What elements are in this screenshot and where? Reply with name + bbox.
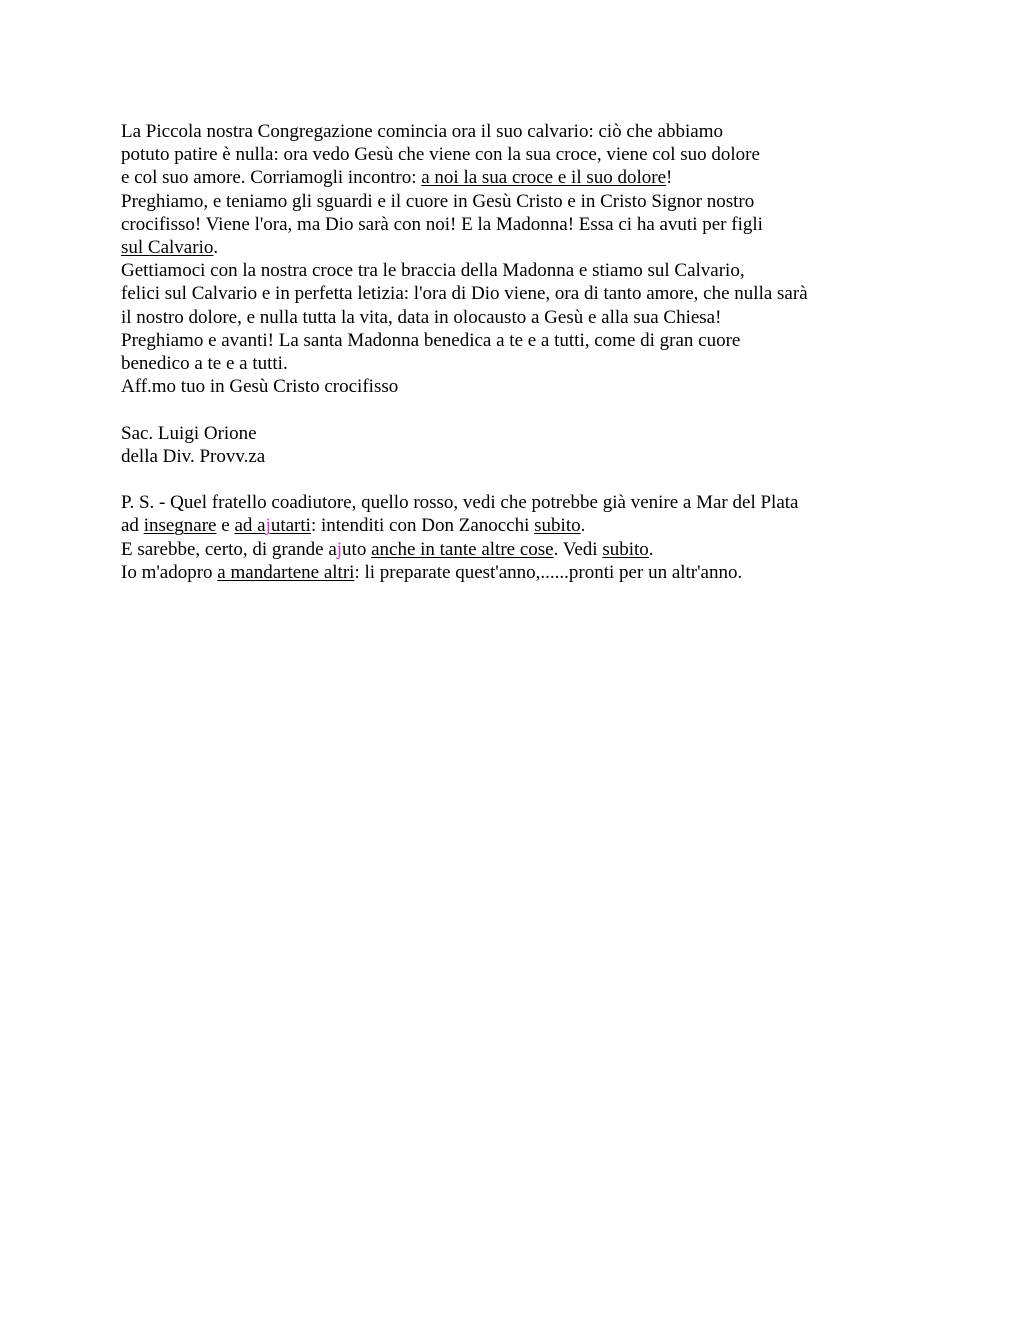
underlined-word: insegnare — [143, 515, 217, 537]
blank-line — [121, 398, 981, 421]
underlined-word: subito — [534, 515, 581, 537]
text-run: . — [580, 515, 586, 537]
highlighted-letter: j — [336, 538, 343, 560]
text-run: Io m'adopro — [121, 561, 218, 583]
blank-line — [121, 468, 981, 491]
underlined-phrase: anche in tante altre cose — [371, 538, 554, 560]
letter-line — [121, 236, 981, 259]
letter-body — [121, 120, 981, 584]
letter-line — [121, 166, 981, 189]
postscript-line — [121, 514, 981, 537]
underlined-phrase: a mandartene altri — [217, 561, 355, 583]
text-run: : intenditi con Don Zanocchi — [310, 515, 535, 537]
text-run: : li preparate quest'anno,......pronti per un altr'anno. — [354, 561, 743, 583]
text-run: . — [213, 237, 219, 259]
text-run: E sarebbe, certo, di grande a — [121, 538, 337, 560]
letter-line: il nostro dolore, e nulla tutta la vita, data in olocausto a Gesù e alla sua Chiesa! — [121, 306, 722, 328]
text-run: ad — [121, 515, 144, 537]
text-run: e — [216, 515, 235, 537]
letter-line: crocifisso! Viene l'ora, ma Dio sarà con noi! E la Madonna! Essa ci ha avuti per figli — [121, 213, 763, 235]
postscript-line — [121, 561, 981, 584]
text-run: utarti — [270, 515, 311, 537]
text-run: uto — [342, 538, 372, 560]
letter-line: Preghiamo, e teniamo gli sguardi e il cuore in Gesù Cristo e in Cristo Signor nostro — [121, 190, 755, 212]
letter-line: La Piccola nostra Congregazione comincia ora il suo calvario: ciò che abbiamo — [121, 121, 723, 142]
text-run: ad a — [234, 515, 266, 537]
highlighted-letter: j — [265, 515, 271, 537]
text-run: e col suo amore. Corriamogli incontro: — [121, 167, 422, 189]
underlined-phrase: sul Calvario — [121, 237, 214, 259]
closing-line: Aff.mo tuo in Gesù Cristo crocifisso — [121, 376, 399, 398]
text-run: . — [648, 538, 654, 560]
text-run: ! — [666, 167, 673, 189]
underlined-phrase — [234, 515, 311, 536]
signature-order: della Div. Provv.za — [121, 445, 266, 467]
postscript-line: P. S. - Quel fratello coadiutore, quello rosso, vedi che potrebbe già venire a Mar del Plata — [121, 492, 799, 514]
letter-line: Preghiamo e avanti! La santa Madonna benedica a te e a tutti, come di gran cuore — [121, 329, 741, 351]
signature-name: Sac. Luigi Orione — [121, 422, 257, 444]
underlined-word: subito — [602, 538, 649, 560]
letter-line: Gettiamoci con la nostra croce tra le braccia della Madonna e stiamo sul Calvario, — [121, 260, 745, 282]
letter-line: felici sul Calvario e in perfetta letizia: l'ora di Dio viene, ora di tanto amore, che nulla sarà — [121, 283, 808, 305]
letter-line: potuto patire è nulla: ora vedo Gesù che viene con la sua croce, viene col suo dolore — [121, 144, 760, 166]
letter-line: benedico a te e a tutti. — [121, 353, 288, 375]
underlined-phrase: a noi la sua croce e il suo dolore — [421, 167, 667, 189]
postscript-line — [121, 538, 981, 561]
text-run: . Vedi — [553, 538, 603, 560]
